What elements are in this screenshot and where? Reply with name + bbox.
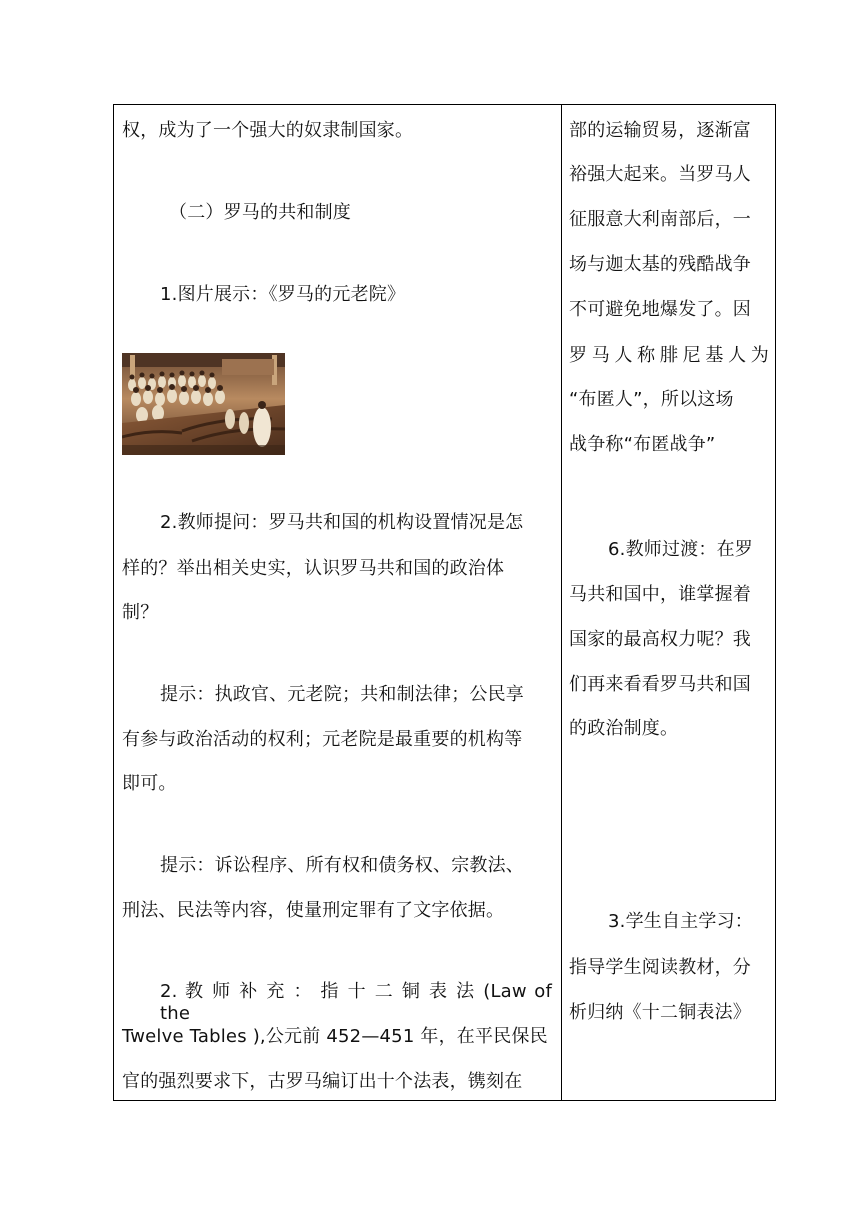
right-text-line: 罗马人称腓尼基人为 <box>569 345 769 366</box>
roman-senate-painting <box>122 353 285 455</box>
left-text-line: 2. 教 师 补 充 ： 指 十 二 铜 表 法 (Law of the <box>160 981 552 1024</box>
left-text-line: 提示：执政官、元老院；共和制法律；公民享 <box>160 684 524 705</box>
left-text-line: 2.教师提问：罗马共和国的机构设置情况是怎 <box>160 512 524 533</box>
column-divider <box>561 105 562 1100</box>
right-text-line: 的政治制度。 <box>569 718 679 739</box>
left-text-line: 提示：诉讼程序、所有权和债务权、宗教法、 <box>160 855 524 876</box>
right-text-line: 裕强大起来。当罗马人 <box>569 164 751 185</box>
lesson-table <box>113 104 776 1101</box>
left-text-line: 有参与政治活动的权利；元老院是最重要的机构等 <box>122 729 523 750</box>
right-text-line: “布匿人”，所以这场 <box>569 389 734 410</box>
right-text-line: 们再来看看罗马共和国 <box>569 674 751 695</box>
left-text-line: 官的强烈要求下，古罗马编订出十个法表，镌刻在 <box>122 1071 523 1092</box>
right-text-line: 马共和国中，谁掌握着 <box>569 584 751 605</box>
left-text-line: 1.图片展示：《罗马的元老院》 <box>160 284 406 305</box>
left-text-line: 权，成为了一个强大的奴隶制国家。 <box>122 120 414 141</box>
right-text-line: 不可避免地爆发了。因 <box>569 299 751 320</box>
right-text-line: 国家的最高权力呢？我 <box>569 629 751 650</box>
right-text-line: 场与迦太基的残酷战争 <box>569 254 751 275</box>
right-text-line: 指导学生阅读教材，分 <box>569 957 751 978</box>
left-text-line: Twelve Tables ),公元前 452—451 年，在平民保民 <box>122 1026 548 1047</box>
left-text-line: 刑法、民法等内容，使量刑定罪有了文字依据。 <box>122 900 505 921</box>
right-text-line: 战争称“布匿战争” <box>569 434 716 455</box>
right-text-line: 3.学生自主学习： <box>608 911 753 932</box>
section-heading: （二）罗马的共和制度 <box>169 202 351 223</box>
right-text-line: 析归纳《十二铜表法》 <box>569 1002 751 1023</box>
left-text-line: 样的？举出相关史实，认识罗马共和国的政治体 <box>122 558 505 579</box>
left-text-line: 即可。 <box>122 773 177 794</box>
right-text-line: 部的运输贸易，逐渐富 <box>569 120 751 141</box>
right-text-line: 征服意大利南部后，一 <box>569 209 751 230</box>
left-text-line: 制？ <box>122 602 159 623</box>
right-text-line: 6.教师过渡：在罗 <box>608 539 753 560</box>
